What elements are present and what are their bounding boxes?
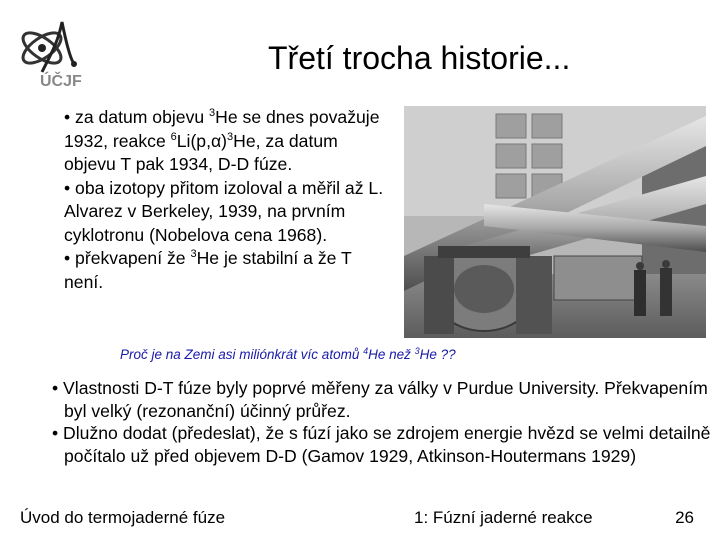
footer-course-title: Úvod do termojaderné fúze — [20, 508, 226, 527]
bullet-discovery: • za datum objevu $^3$He se dnes považuje 1932, reakce $^6Li(p,\alpha)^3He$, za datum objevu T pak 1934, D-D fúze. — [64, 107, 380, 174]
svg-text:ÚČJF: ÚČJF — [40, 73, 82, 90]
slide-title: Třetí trocha historie... — [268, 40, 571, 76]
bottom-bullet-list — [52, 377, 712, 467]
footer-chapter-title: 1: Fúzní jaderné reakce — [414, 508, 593, 527]
bullet-purdue: • Vlastnosti D-T fúze byly poprvé měřeny za války v Purdue University. Překvapením byl velký (rezonanční) účinný průřez. — [52, 378, 708, 421]
bullet-gamov: • Dlužno dodat (předeslat), že s fúzí jako se zdrojem energie hvězd se velmi detailně počítalo už před objevem D-D (Gamov 1929, Atkinson-Houtermans 1929) — [52, 423, 711, 466]
cyclotron-photo — [404, 106, 706, 338]
page-number: 26 — [675, 508, 694, 527]
caption-question: Proč je na Zemi asi miliónkrát víc atomů $^4$He než $^3$He ?? — [120, 346, 456, 362]
top-bullet-list — [64, 106, 394, 294]
bullet-surprise: • překvapení že $^3$He je stabilní a že T není. — [64, 248, 352, 292]
institute-logo — [12, 12, 102, 92]
bullet-alvarez: • oba izotopy přitom izoloval a měřil až L. Alvarez v Berkeley, 1939, na prvním cyklotronu (Nobelova cena 1968). — [64, 177, 384, 245]
